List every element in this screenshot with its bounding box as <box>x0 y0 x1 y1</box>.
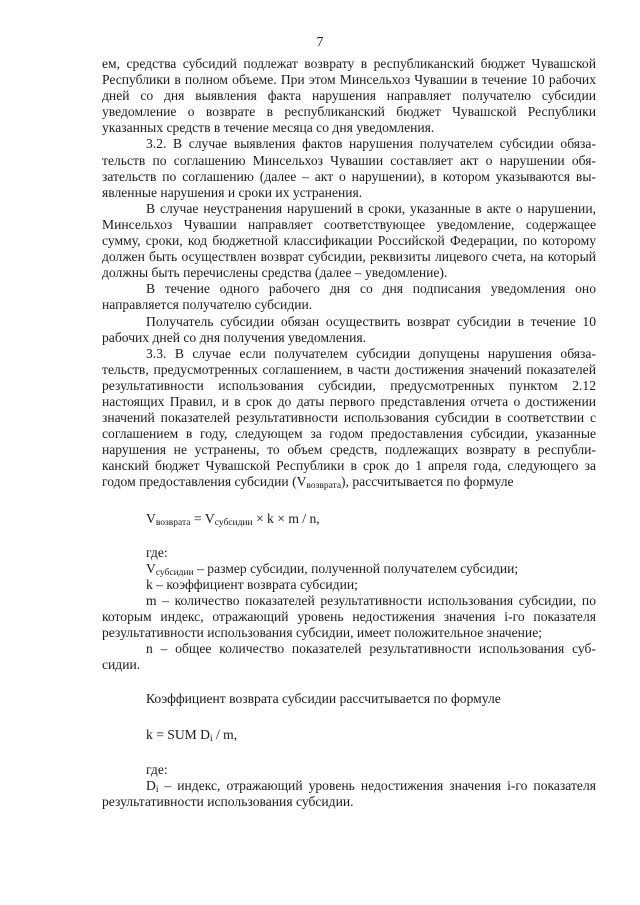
formula1-eq: = V <box>190 510 215 526</box>
formula1-rest: × k × m / n, <box>252 510 320 526</box>
formula-coefficient <box>102 727 596 743</box>
formula2-sub: i <box>209 734 213 745</box>
formula2-post: / m, <box>212 727 238 743</box>
def-v-sub: субсидии <box>155 567 194 578</box>
paragraph-3-3-v: V <box>296 474 307 490</box>
paragraph-recipient-obliged: Получатель субсидии обязан осуществить возврат субсидии в течение 10 рабочих дней со дня получения уведомления. <box>102 313 596 345</box>
formula-return-amount <box>102 511 596 527</box>
paragraph-non-elimination: В случае неустранения нарушений в сроки, указанные в акте о нарушении, Минсельхоз Чувашии направляет соответствующее уведомление, содержащее сумму, сроки, код бюджетной классификации Российской Федерации, по которому должен быть осуществлен возврат субсидии, реквизиты лицевого счета, на который должны быть перечислены средства (далее – уведомление). <box>102 200 596 281</box>
page-number: 7 <box>316 35 324 50</box>
paragraph-3-3-v-sub: возврата <box>306 481 342 492</box>
formula1-sub-left: возврата <box>155 517 191 528</box>
def-d-sub: i <box>155 784 159 795</box>
formula2-pre: k = SUM D <box>146 727 210 743</box>
definition-k: k – коэффициент возврата субсидии; <box>146 576 358 592</box>
formula1-v: V <box>146 510 156 526</box>
definition-v-subsidy <box>102 561 596 577</box>
paragraph-3-3-text: 3.3. В случае если получателем субсидии допущены нарушения обязательств, предусмотренных соглашением, в части достижения значений показателей результативности использования субсидии, предусмотренных пунктом 2.12 настоящих Правил, и в срок до даты первого представления отчета о достижении значений показателей результативности использования субсидии в соответствии с соглашением в году, следующем за годом предоставления субсидии, указанные нарушения не устранены, то объем средств, подлежащих возврату в республиканский бюджет Чувашской Республики в срок до 1 апреля года, следующего за годом предоставления субсидии ( <box>102 345 596 490</box>
formula1-sub-right: субсидии <box>214 517 253 528</box>
paragraph-3-3 <box>102 346 596 491</box>
def-d-sym: D <box>146 777 156 793</box>
definition-n: n – общее количество показателей результативности использования субсидии. <box>102 641 596 673</box>
paragraph-notice-sending: В течение одного рабочего дня со дня подписания уведомления оно направляется получателю субсидии. <box>102 281 596 313</box>
where-label-2: где: <box>146 761 168 777</box>
paragraph-return-funds: ем, средства субсидий подлежат возврату в республиканский бюджет Чувашской Республики в полном объеме. При этом Минсельхоз Чувашии в течение 10 рабочих дней со дня выявления факта нарушения направляет получателю субсидии уведомление о возврате в республиканский бюджет Чувашской Республики указанных средств в течение месяца со дня уведомления. <box>102 56 596 136</box>
definition-m: m – количество показателей результативности использования субсидии, по которым индекс, отражающий уровень недостижения значения i-го показателя результативности использования субсидии, имеет положительное значение; <box>102 592 596 641</box>
def-v-sym: V <box>146 560 156 576</box>
definition-d-index <box>102 778 596 810</box>
paragraph-3-2: 3.2. В случае выявления фактов нарушения получателем субсидии обязательств по соглашению Минсельхоз Чувашии составляет акт о нарушении обязательств по соглашению (далее – акт о нарушении), в котором указываются выявленные нарушения и сроки их устранения. <box>102 136 596 200</box>
coefficient-intro: Коэффициент возврата субсидии рассчитывается по формуле <box>146 691 501 707</box>
where-label-1: где: <box>146 544 168 560</box>
paragraph-3-3-tail: ), рассчитывается по формуле <box>341 474 514 490</box>
def-v-text: – размер субсидии, полученной получателем субсидии; <box>193 560 519 576</box>
def-d-text: – индекс, отражающий уровень недостижения значения i-го показателя результативности использования субсидии. <box>102 777 596 809</box>
document-body <box>102 56 596 810</box>
